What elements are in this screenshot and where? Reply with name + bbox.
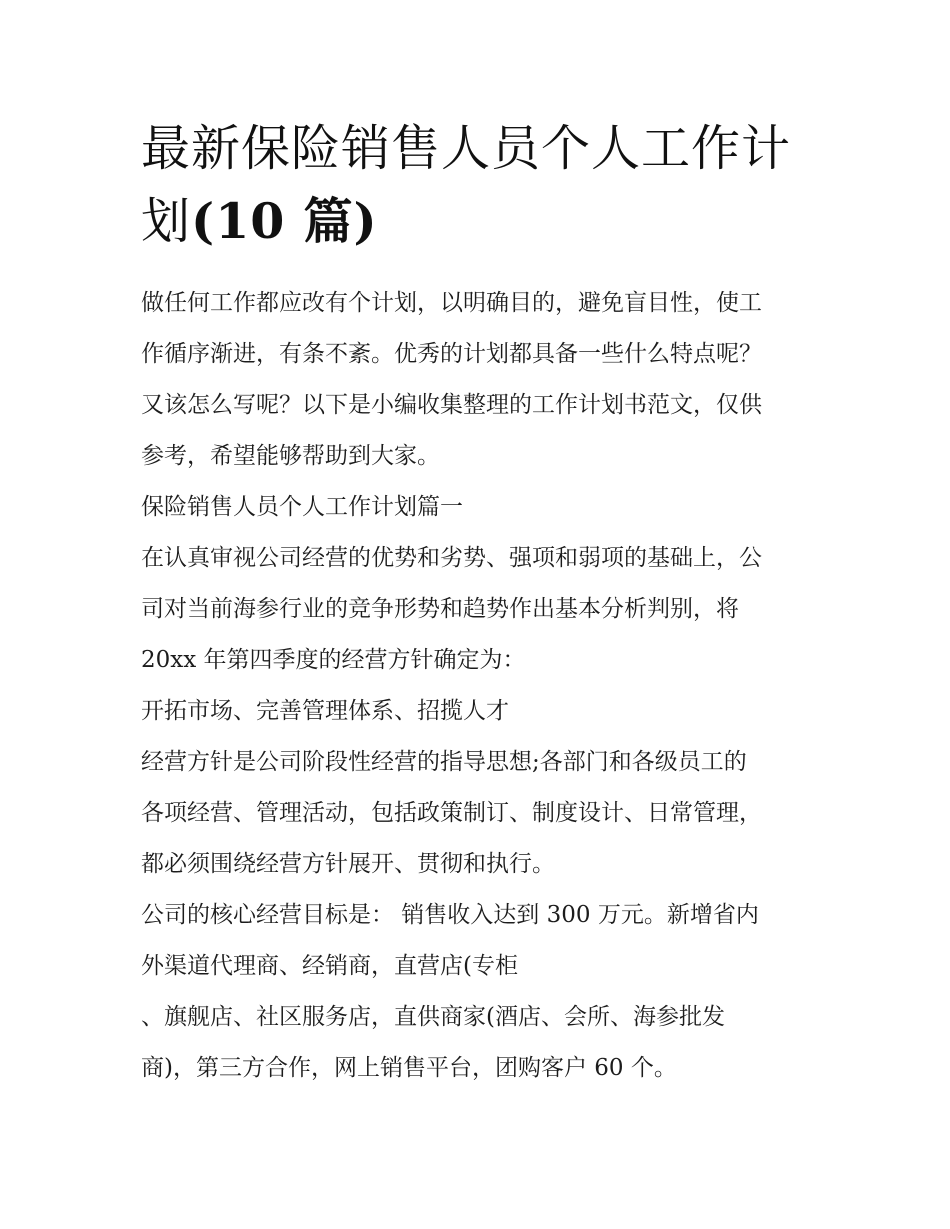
body-line: 作循序渐进，有条不紊。优秀的计划都具备一些什么特点呢？ [141, 341, 762, 367]
body-line: 商)，第三方合作，网上销售平台，团购客户 60 个。 [141, 1055, 677, 1081]
body-line: 参考，希望能够帮助到大家。 [141, 443, 440, 469]
title-line-2 [141, 185, 821, 258]
body-line: 公司的核心经营目标是： 销售收入达到 300 万元。新增省内 [141, 902, 759, 928]
body-line: 外渠道代理商、经销商，直营店(专柜 [141, 953, 518, 979]
body-line: 司对当前海参行业的竞争形势和趋势作出基本分析判别，将 [141, 596, 739, 622]
body-line: 20xx 年第四季度的经营方针确定为： [141, 647, 526, 673]
title-line-2-prefix: 划 [141, 193, 192, 250]
body-line: 经营方针是公司阶段性经营的指导思想;各部门和各级员工的 [141, 749, 747, 775]
document-body [141, 278, 821, 1094]
body-line: 做任何工作都应改有个计划，以明确目的，避免盲目性，使工 [141, 290, 762, 316]
document-content [141, 113, 821, 1094]
title-count: (10 篇) [191, 192, 378, 250]
section-heading: 保险销售人员个人工作计划篇一 [141, 494, 463, 520]
document-title [141, 113, 821, 258]
body-line: 在认真审视公司经营的优势和劣势、强项和弱项的基础上，公 [141, 545, 762, 571]
body-line: 、旗舰店、社区服务店，直供商家(酒店、会所、海参批发 [141, 1004, 725, 1030]
body-line: 各项经营、管理活动，包括政策制订、制度设计、日常管理， [141, 800, 762, 826]
body-line: 又该怎么写呢？以下是小编收集整理的工作计划书范文，仅供 [141, 392, 762, 418]
body-line: 都必须围绕经营方针展开、贯彻和执行。 [141, 851, 555, 877]
title-line-1: 最新保险销售人员个人工作计 [141, 120, 792, 177]
body-line: 开拓市场、完善管理体系、招揽人才 [141, 698, 509, 724]
